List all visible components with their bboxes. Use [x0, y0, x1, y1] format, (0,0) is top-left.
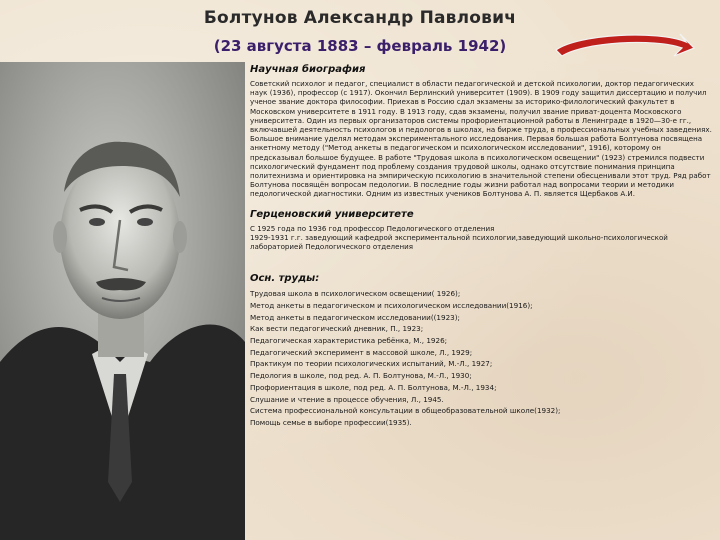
list-item: Педология в школе, под ред. А. П. Болтунова, М.-Л., 1930;	[250, 371, 472, 381]
list-item: Помощь семье в выборе профессии(1935).	[250, 417, 412, 427]
list-item: Педагогическая характеристика ребёнка, М., 1926;	[250, 336, 448, 346]
list-item: Метод анкеты в педагогическом и психологическом исследовании(1916);	[250, 300, 533, 310]
list-item: Слушание и чтение в процессе обучения, Л., 1945.	[250, 394, 444, 404]
list-item: Как вести педагогический дневник, П., 1923;	[250, 324, 424, 334]
list-item: Практикум по теории психологических испытаний, М.-Л., 1927;	[250, 359, 493, 369]
works-list	[250, 288, 712, 428]
content-area	[250, 64, 712, 429]
works-heading: Осн. труды:	[250, 273, 320, 285]
page-title: Болтунов Александр Павлович	[203, 8, 517, 28]
list-item: Профориентация в школе, под ред. А. П. Болтунова, М.-Л., 1934;	[250, 382, 497, 392]
life-dates: (23 августа 1883 – февраль 1942)	[213, 37, 507, 55]
biography-text: Советский психолог и педагог, специалист в области педагогической и детской психологии, доктор педагогических наук (1936), профессор (с 1917). Окончил Берлинский университет (1909). В 1909 году защитил диссертацию и получил ученое звание доктора философии. Приехав в Россию сдал экзамены за историко-филологический факультет в Московском университете в 1911 году. В 1913 году, сдав экзамены, получил звание приват-доцента Московского университета. Один из первых организаторов системы профориентационной работы в Ленинграде в 1920—30-е гг., включавшей деятельность психологов и педологов в школах, на бирже труда, в профессиональных учебных заведениях. Большое внимание уделял методам экспериментального исследования. Первая большая работа Болтунова посвящена анкетному методу ("Метод анкеты в педагогическом и психологическом исследовании", 1916), которому он предсказывал большое будущее. В работе "Трудовая школа в психологическом освещении" (1923) стремился подвести психологический фундамент под проблему создания трудовой школы, однако отсутствие понимания принципа политехнизма и ориентировка на эмпирическую психологию в значительной степени обесценивали этот труд. Ряд работ Болтунова посвящён вопросам педологии. В последние годы жизни работал над вопросами теории и методики педологической диагностики. Одним из известных учеников Болтунова А. П. является Щербаков А.И.	[250, 79, 712, 199]
university-line: С 1925 года по 1936 год профессор Педологического отделения	[250, 223, 495, 233]
biography-heading: Научная биография	[250, 64, 366, 75]
university-line: 1929-1931 г.г. заведующий кафедрой экспериментальной психологии,заведующий школьно-психологической лабораторией Педологического отделения	[250, 232, 668, 252]
portrait-photo	[0, 62, 245, 540]
list-item: Система профессиональной консультации в общеобразовательной школе(1932);	[250, 406, 561, 416]
list-item: Трудовая школа в психологическом освещении( 1926);	[250, 289, 461, 299]
list-item: Метод анкеты в педагогическом исследовании((1923);	[250, 312, 460, 322]
list-item: Педагогический эксперимент в массовой школе, Л., 1929;	[250, 347, 473, 357]
university-heading: Герценовский университете	[250, 208, 414, 220]
